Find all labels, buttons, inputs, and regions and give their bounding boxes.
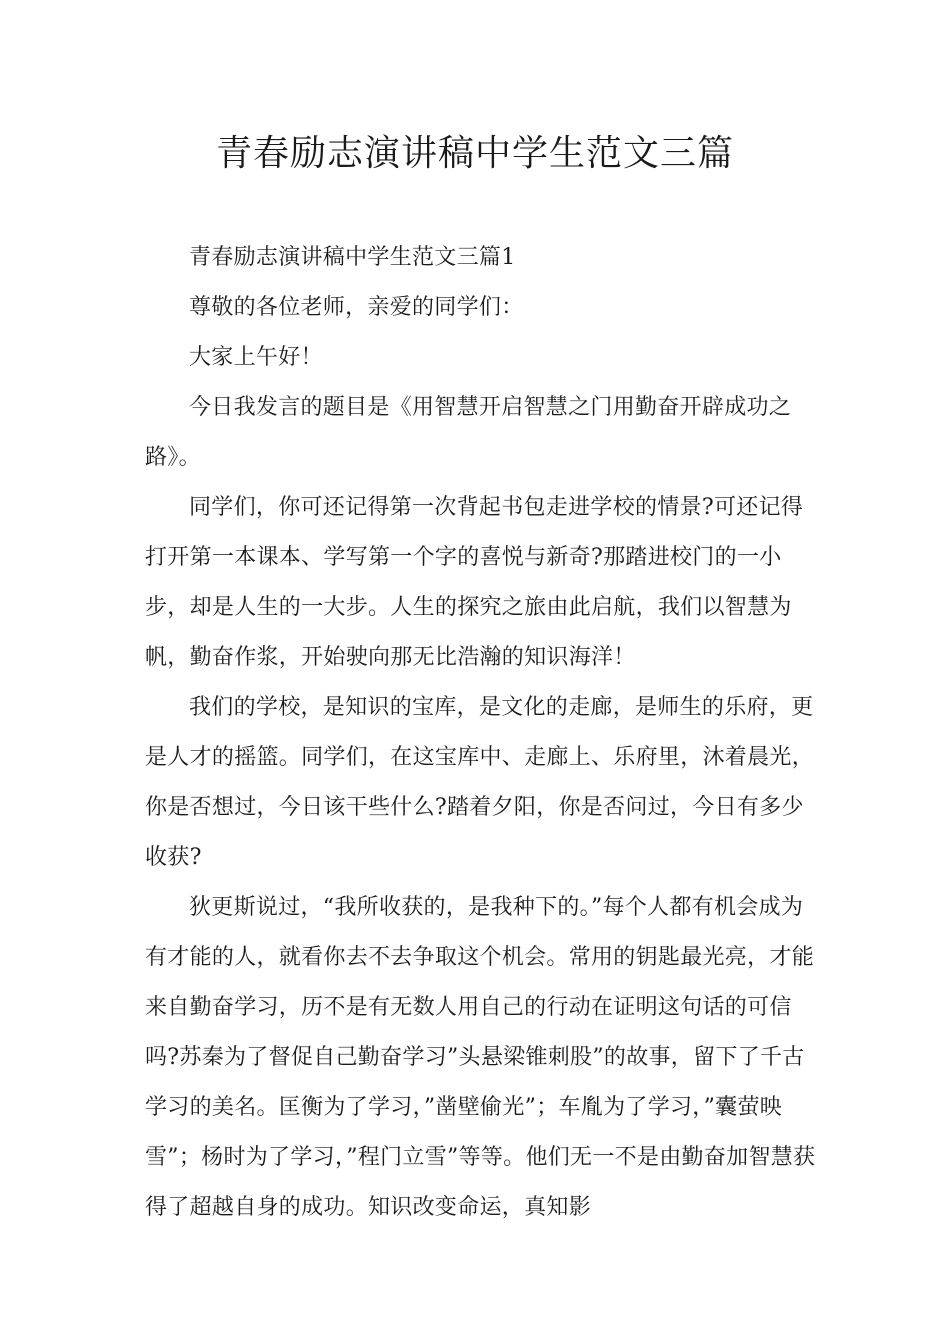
greeting-paragraph: 大家上午好！ <box>189 345 323 370</box>
document-title: 青春励志演讲稿中学生范文三篇 <box>215 133 734 174</box>
body-paragraph: 狄更斯说过，“我所收获的，是我种下的。”每个人都有机会成为有才能的人，就看你去不去争取这个机会。常用的钥匙最光亮，才能来自勤奋学习，历不是有无数人用自己的行动在证明这句话的可信吗?苏秦为了督促自己勤奋学习”头悬梁锥刺股”的故事，留下了千古学习的美名。匡衡为了学习，”凿壁偷光”；车胤为了学习，”囊萤映雪”；杨时为了学习，”程门立雪”等等。他们无一不是由勤奋加智慧获得了超越自身的成功。知识改变命运，真知影 <box>145 895 816 1220</box>
document-body <box>145 233 825 1233</box>
topic-paragraph: 今日我发言的题目是《用智慧开启智慧之门用勤奋开辟成功之路》。 <box>145 395 792 470</box>
salutation-paragraph: 尊敬的各位老师，亲爱的同学们： <box>189 295 524 320</box>
section-heading: 青春励志演讲稿中学生范文三篇1 <box>189 245 516 270</box>
body-paragraph: 同学们，你可还记得第一次背起书包走进学校的情景?可还记得打开第一本课本、学写第一个字的喜悦与新奇?那踏进校门的一小步，却是人生的一大步。人生的探究之旅由此启航，我们以智慧为帆，勤奋作浆，开始驶向那无比浩瀚的知识海洋！ <box>145 495 804 670</box>
body-paragraph: 我们的学校，是知识的宝库，是文化的走廊，是师生的乐府，更是人才的摇篮。同学们，在这宝库中、走廊上、乐府里，沐着晨光，你是否想过，今日该干些什么?踏着夕阳，你是否问过，今日有多少收获? <box>145 695 815 870</box>
